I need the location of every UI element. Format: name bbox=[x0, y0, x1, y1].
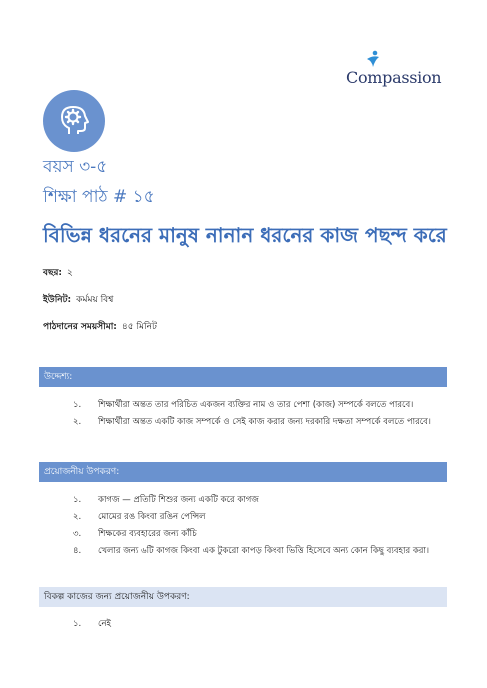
objectives-list bbox=[73, 396, 431, 430]
year-label: বছর: bbox=[43, 268, 63, 278]
list-item: ১. নেই bbox=[73, 618, 111, 629]
alt-materials-heading: বিকল্প কাজের জন্য প্রয়োজনীয় উপকরণ: bbox=[39, 587, 447, 607]
alt-materials-list bbox=[73, 615, 111, 632]
lesson-title: বিভিন্ন ধরনের মানুষ নানান ধরনের কাজ পছন্দ করে bbox=[43, 223, 447, 247]
age-range: বয়স ৩-৫ bbox=[43, 157, 108, 177]
meta-duration bbox=[43, 319, 157, 334]
list-item: ৩. শিক্ষকের ব্যবহারের জন্য কাঁচি bbox=[73, 528, 197, 539]
objectives-heading: উদ্দেশ্য: bbox=[39, 367, 447, 387]
duration-label: পাঠদানের সময়সীমা: bbox=[43, 322, 117, 332]
lesson-number: শিক্ষা পাঠ # ১৫ bbox=[43, 187, 155, 207]
logo-text: Compassion bbox=[346, 68, 442, 87]
year-value: ২ bbox=[67, 268, 73, 278]
head-gear-icon bbox=[43, 90, 105, 152]
meta-unit bbox=[43, 292, 113, 307]
compassion-logo bbox=[346, 54, 450, 90]
materials-list bbox=[73, 491, 429, 559]
list-item: ১. কাগজ — প্রতিটি শিশুর জন্য একটি করে কাগজ bbox=[73, 494, 259, 505]
list-item: ৪. খেলার জন্য ৬টি কাগজ কিংবা এক টুকরো কাপড় কিংবা ভিত্তি হিসেবে অন্য কোন কিছু ব্যবহার করা। bbox=[73, 545, 429, 556]
list-item: ২. মোমের রঙ কিংবা রঙিন পেন্সিল bbox=[73, 511, 206, 522]
figure-icon bbox=[366, 50, 380, 68]
duration-value: ৪৫ মিনিট bbox=[121, 322, 157, 332]
unit-label: ইউনিট: bbox=[43, 295, 72, 305]
list-item: ২. শিক্ষার্থীরা অন্তত একটি কাজ সম্পর্কে ও সেই কাজ করার জন্য দরকারি দক্ষতা সম্পর্কে বলতে পারবে। bbox=[73, 416, 431, 427]
unit-value: কর্মময় বিশ্ব bbox=[76, 295, 114, 305]
meta-year bbox=[43, 265, 73, 280]
materials-heading: প্রয়োজনীয় উপকরণ: bbox=[39, 462, 447, 482]
list-item: ১. শিক্ষার্থীরা অন্তত তার পরিচিত একজন ব্যক্তির নাম ও তার পেশা (কাজ) সম্পর্কে বলতে পারবে। bbox=[73, 399, 414, 410]
